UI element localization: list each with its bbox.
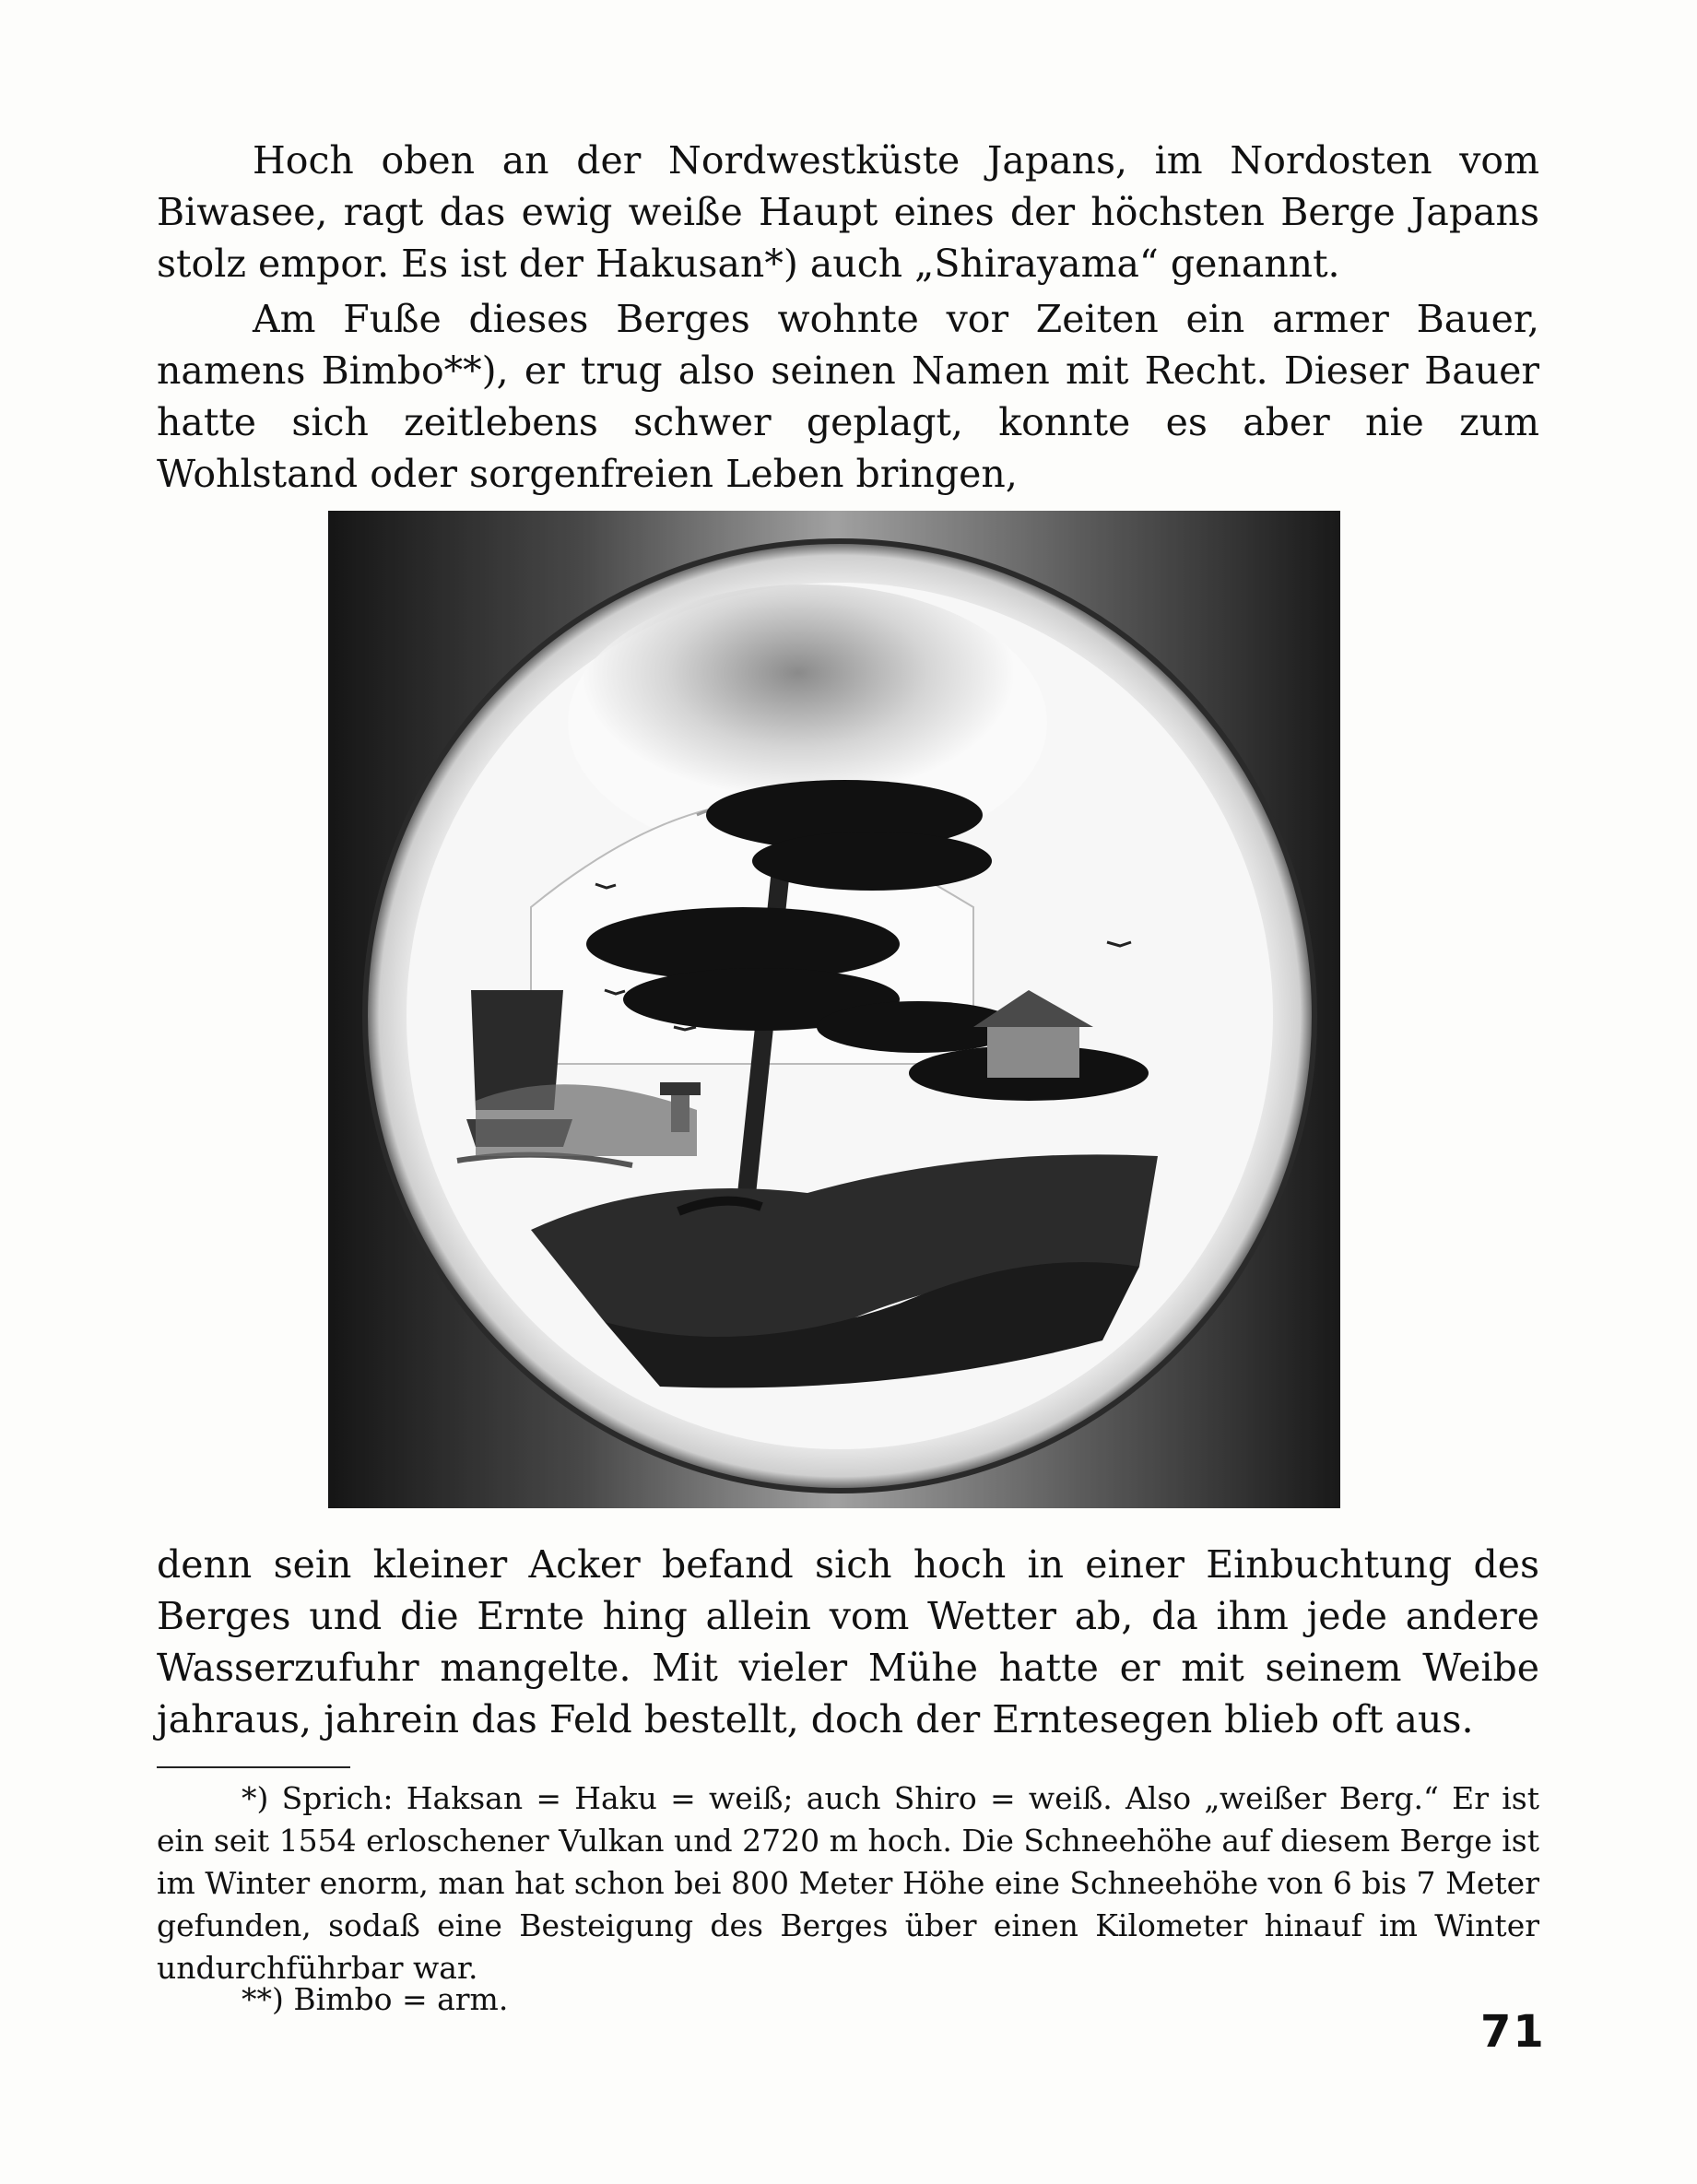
paragraph-3: denn sein kleiner Acker befand sich hoch in einer Einbuchtung des Berges und die Ernte hing allein vom Wetter ab, da ihm jede andere Wasserzufuhr mangelte. Mit vieler Mühe hatte er mit seinem Weibe jahraus, jahrein das Feld bestellt, doch der Erntesegen blieb oft aus.: [157, 1542, 1539, 1741]
footnote-separator: [157, 1766, 350, 1768]
page-number: 71: [1480, 2006, 1546, 2058]
landscape-plate-image: [328, 511, 1340, 1508]
footnote-2: **) Bimbo = arm.: [242, 1981, 509, 2017]
paragraph-1: Hoch oben an der Nordwestküste Japans, im Nordosten vom Biwasee, ragt das ewig weiße Haupt eines der höchsten Berge Japans stolz empor. Es ist der Hakusan*) auch „Shirayama“ genannt.: [157, 138, 1539, 286]
plate-illustration: [328, 511, 1340, 1508]
footnote-1: *) Sprich: Haksan = Haku = weiß; auch Shiro = weiß. Also „weißer Berg.“ Er ist ein seit 1554 erloschener Vulkan und 2720 m hoch. Die Schneehöhe auf diesem Berge ist im Winter enorm, man hat schon bei 800 Meter Höhe eine Schneehöhe von 6 bis 7 Meter gefunden, sodaß eine Besteigung des Berges über einen Kilometer hinauf im Winter undurchführbar war.: [157, 1780, 1539, 1986]
paragraph-2: Am Fuße dieses Berges wohnte vor Zeiten ein armer Bauer, namens Bimbo**), er trug also seinen Namen mit Recht. Dieser Bauer hatte sich zeitlebens schwer geplagt, konnte es aber nie zum Wohlstand oder sorgenfreien Leben bringen,: [157, 297, 1539, 496]
